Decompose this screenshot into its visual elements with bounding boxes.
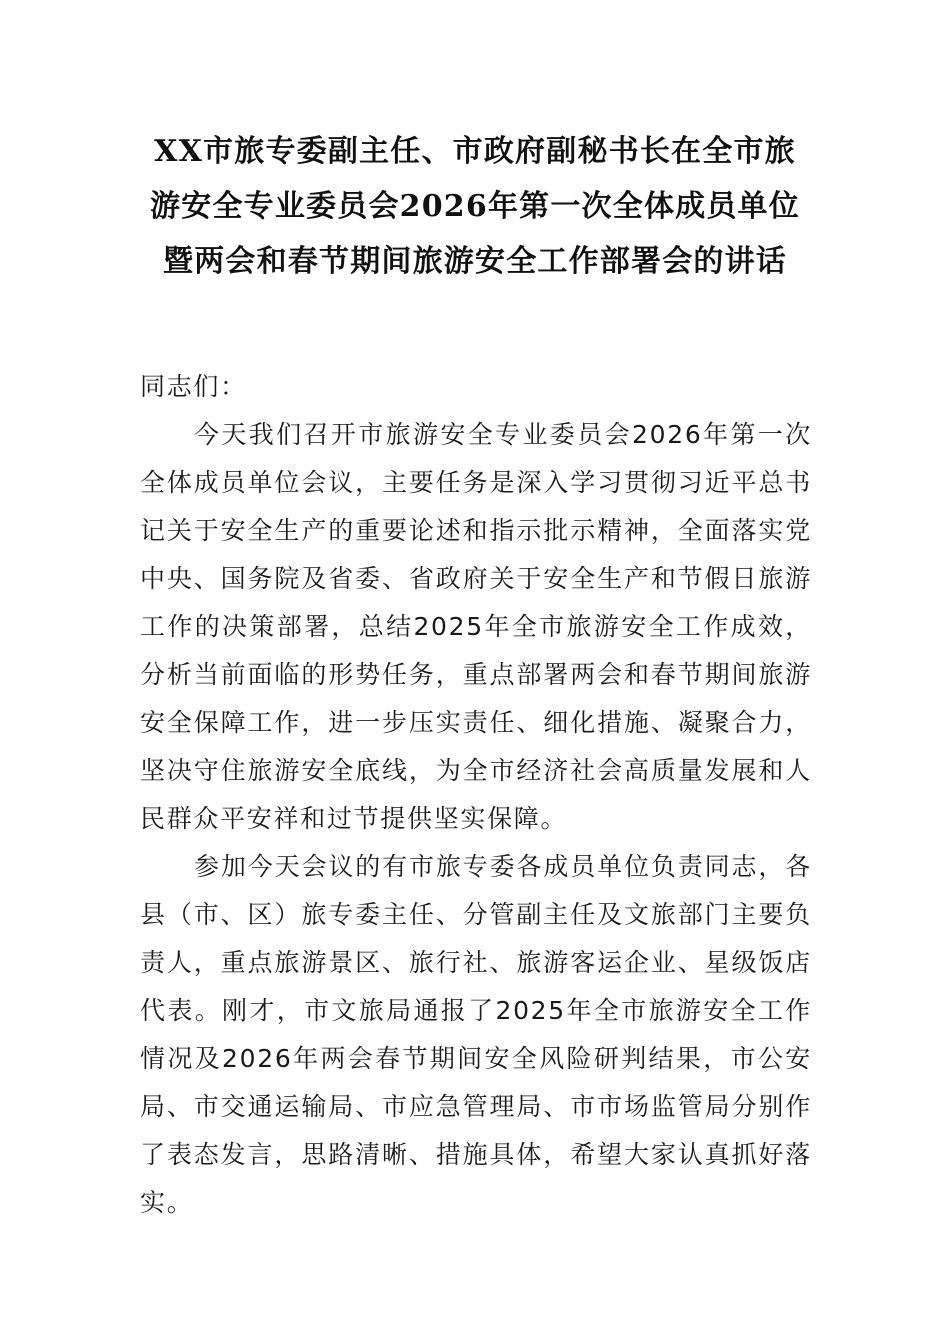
body-paragraph-2: 参加今天会议的有市旅专委各成员单位负责同志，各县（市、区）旅专委主任、分管副主任及文旅部门主要负责人，重点旅游景区、旅行社、旅游客运企业、星级饭店代表。刚才，市文旅局通报了2025年全市旅游安全工作情况及2026年两会春节期间安全风险研判结果，市公安局、市交通运输局、市应急管理局、市市场监管局分别作了表态发言，思路清晰、措施具体，希望大家认真抓好落实。 <box>140 852 812 1217</box>
body-paragraph-1: 今天我们召开市旅游安全专业委员会2026年第一次全体成员单位会议，主要任务是深入学习贯彻习近平总书记关于安全生产的重要论述和指示批示精神，全面落实党中央、国务院及省委、省政府关于安全生产和节假日旅游工作的决策部署，总结2025年全市旅游安全工作成效，分析当前面临的形势任务，重点部署两会和春节期间旅游安全保障工作，进一步压实责任、细化措施、凝聚合力，坚决守住旅游安全底线，为全市经济社会高质量发展和人民群众平安祥和过节提供坚实保障。 <box>140 420 812 833</box>
document-body <box>140 363 812 1227</box>
page-title: XX市旅专委副主任、市政府副秘书长在全市旅游安全专业委员会2026年第一次全体成员单位暨两会和春节期间旅游安全工作部署会的讲话 <box>150 134 800 280</box>
salutation: 同志们： <box>140 372 247 401</box>
